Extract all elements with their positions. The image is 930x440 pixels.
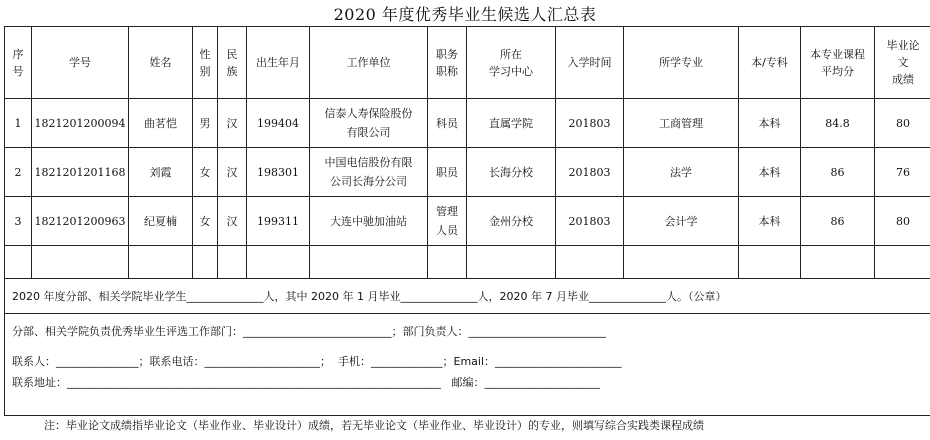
contact-row [5,314,930,416]
col-header-no: 序 号 [5,27,32,99]
cell-level: 本科 [739,99,801,148]
summary-line: 2020 年度分部、相关学院毕业学生______________人，其中 2020 年 1 月毕业______________人，2020 年 7 月毕业______________人。（公章） [5,279,930,314]
cell-enroll: 201803 [556,148,624,197]
empty-row [5,246,930,279]
cell-student-id: 1821201201168 [32,148,129,197]
col-header-student-id: 学号 [32,27,129,99]
cell-ethnicity: 汉 [218,197,247,246]
cell-birth: 198301 [247,148,310,197]
col-header-level: 本/专科 [739,27,801,99]
cell-major: 法学 [624,148,739,197]
empty-cell[interactable] [129,246,193,279]
cell-gender: 女 [193,148,218,197]
cell-gender: 女 [193,197,218,246]
col-header-employer: 工作单位 [310,27,428,99]
empty-cell[interactable] [875,246,930,279]
cell-student-id: 1821201200963 [32,197,129,246]
contact-person-line: 联系人：_______________；联系电话：_____________________； 手机：_____________；Email：_______________________ [12,355,622,368]
contact-address-line: 联系地址：____________________________________________________________________ 邮编：_____________________ [12,376,600,389]
col-header-birth: 出生年月 [247,27,310,99]
contact-block [5,314,930,416]
cell-avg: 86 [801,197,875,246]
empty-cell[interactable] [32,246,129,279]
cell-birth: 199311 [247,197,310,246]
table-row [5,148,930,197]
header-row [5,27,930,99]
cell-enroll: 201803 [556,197,624,246]
cell-name: 曲茗恺 [129,99,193,148]
cell-employer: 大连中驰加油站 [310,197,428,246]
cell-gender: 男 [193,99,218,148]
cell-position: 职员 [428,148,467,197]
cell-student-id: 1821201200094 [32,99,129,148]
cell-employer: 信泰人寿保险股份 有限公司 [310,99,428,148]
cell-avg: 86 [801,148,875,197]
col-header-gender: 性 别 [193,27,218,99]
col-header-avg: 本专业课程 平均分 [801,27,875,99]
candidate-table [4,26,930,416]
cell-major: 工商管理 [624,99,739,148]
col-header-enroll: 入学时间 [556,27,624,99]
empty-cell[interactable] [624,246,739,279]
cell-employer: 中国电信股份有限 公司长海分公司 [310,148,428,197]
empty-cell[interactable] [310,246,428,279]
empty-cell[interactable] [5,246,32,279]
cell-position: 科员 [428,99,467,148]
cell-no: 3 [5,197,32,246]
empty-cell[interactable] [247,246,310,279]
col-header-center: 所在 学习中心 [467,27,556,99]
empty-cell[interactable] [428,246,467,279]
cell-birth: 199404 [247,99,310,148]
cell-name: 纪夏楠 [129,197,193,246]
cell-avg: 84.8 [801,99,875,148]
empty-cell[interactable] [218,246,247,279]
cell-center: 金州分校 [467,197,556,246]
empty-cell[interactable] [556,246,624,279]
cell-level: 本科 [739,197,801,246]
form-title: 2020 年度优秀毕业生候选人汇总表 [333,5,597,24]
cell-no: 2 [5,148,32,197]
cell-ethnicity: 汉 [218,148,247,197]
cell-thesis: 80 [875,99,930,148]
cell-ethnicity: 汉 [218,99,247,148]
col-header-name: 姓名 [129,27,193,99]
contact-dept-line: 分部、相关学院负责优秀毕业生评选工作部门：___________________________；部门负责人：_________________________ [12,325,606,338]
col-header-ethnicity: 民 族 [218,27,247,99]
cell-enroll: 201803 [556,99,624,148]
cell-level: 本科 [739,148,801,197]
col-header-position: 职务 职称 [428,27,467,99]
empty-cell[interactable] [739,246,801,279]
cell-name: 刘霞 [129,148,193,197]
summary-row [5,279,930,314]
cell-position: 管理 人员 [428,197,467,246]
col-header-major: 所学专业 [624,27,739,99]
cell-thesis: 76 [875,148,930,197]
cell-center: 直属学院 [467,99,556,148]
table-row [5,99,930,148]
cell-no: 1 [5,99,32,148]
cell-major: 会计学 [624,197,739,246]
empty-cell[interactable] [801,246,875,279]
empty-cell[interactable] [467,246,556,279]
table-row [5,197,930,246]
cell-center: 长海分校 [467,148,556,197]
footnote: 注：毕业论文成绩指毕业论文（毕业作业、毕业设计）成绩，若无毕业论文（毕业作业、毕业设计）的专业，则填写综合实践类课程成绩 [44,419,704,432]
cell-thesis: 80 [875,197,930,246]
empty-cell[interactable] [193,246,218,279]
col-header-thesis: 毕业论 文 成绩 [875,27,930,99]
